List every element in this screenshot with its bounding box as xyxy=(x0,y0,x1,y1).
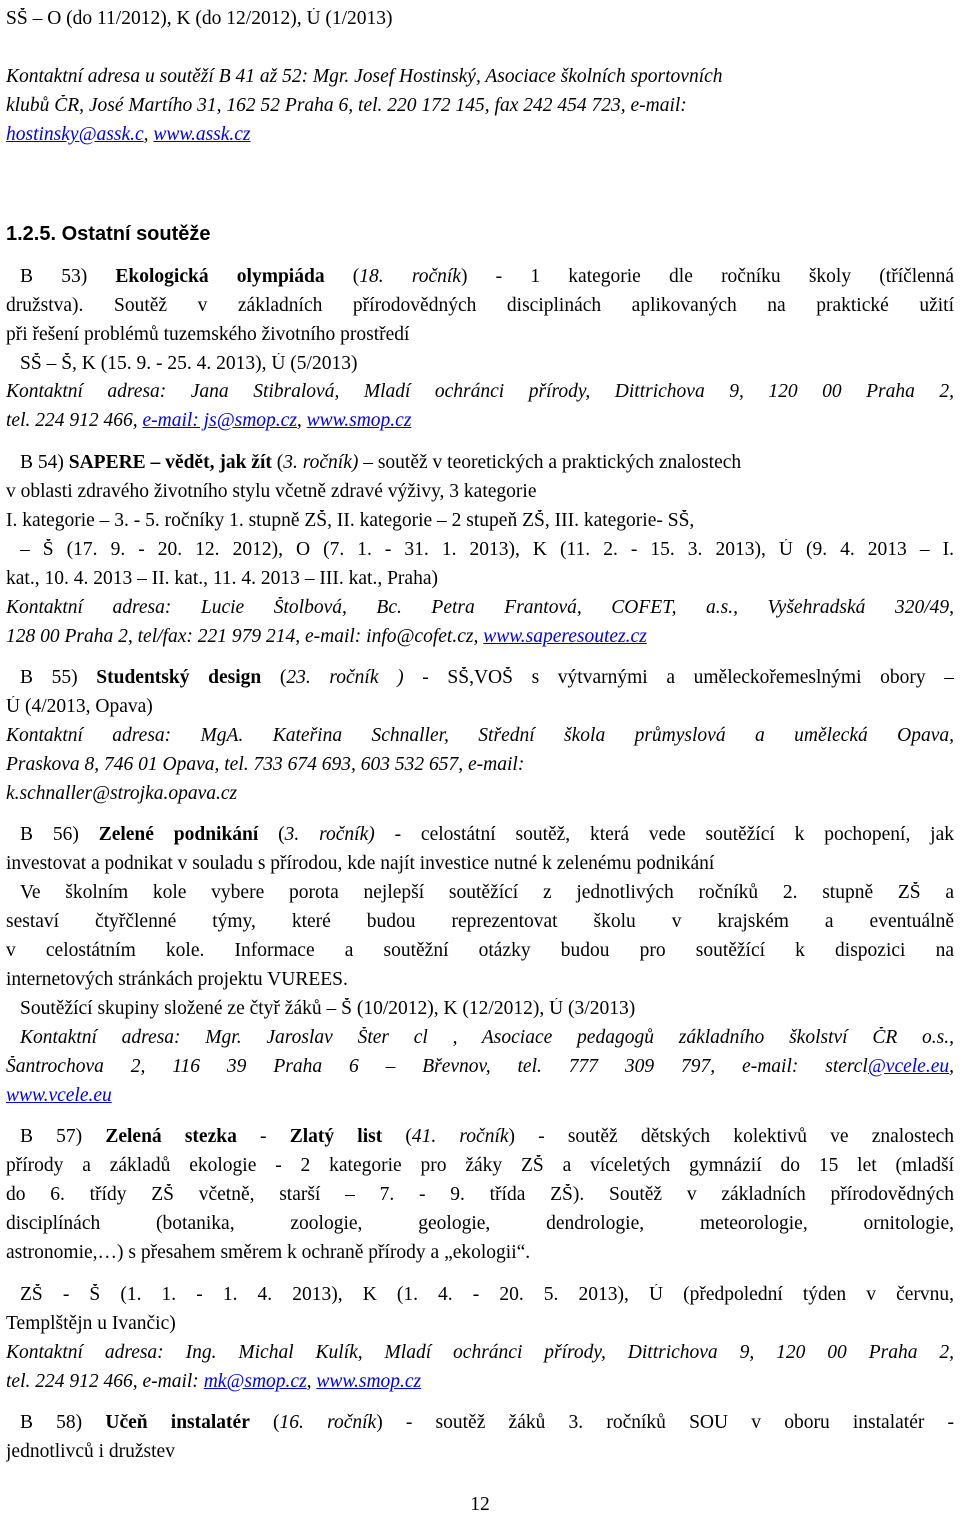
b58-rest: ) - soutěž žáků 3. ročníků SOU v oboru instalatér - xyxy=(376,1412,954,1433)
b53-web-link[interactable]: www.smop.cz xyxy=(306,410,412,431)
b53-code: B 53) xyxy=(20,266,88,287)
b57-open: ( xyxy=(382,1126,412,1147)
b54-title-line xyxy=(6,452,954,474)
b53-line2a: družstva). xyxy=(6,295,84,316)
b57-contact-line1: Kontaktní adresa: Ing. Michal Kulík, Mladí ochránci přírody, Dittrichova 9, 120 00 Praha 2, xyxy=(6,1342,954,1363)
b53-dates: SŠ – Š, K (15. 9. - 25. 4. 2013), Ú (5/2013) xyxy=(20,353,358,374)
b54-web-link[interactable]: www.saperesoutez.cz xyxy=(483,626,647,647)
b56-line4: sestaví čtyřčlenné týmy, které budou reprezentovat školu v krajském a eventuálně xyxy=(6,911,954,932)
contact-b41-52-line1: Kontaktní adresa u soutěží B 41 až 52: Mgr. Josef Hostinský, Asociace školních sportovních xyxy=(6,66,723,87)
b55-title-line xyxy=(6,667,954,689)
b56-contact-line1: Kontaktní adresa: Mgr. Jaroslav Šter cl , Asociace pedagogů základního školství ČR o.s., xyxy=(20,1027,954,1048)
section-heading xyxy=(6,223,954,245)
b55-edition: 23. ročník ) xyxy=(286,667,404,688)
separator: , xyxy=(143,124,154,145)
b55-contact-line1: Kontaktní adresa: MgA. Kateřina Schnaller, Střední škola průmyslová a umělecká Opava, xyxy=(6,725,954,746)
b56-edition: 3. ročník) xyxy=(284,824,375,845)
b56-contact-line3 xyxy=(6,1085,954,1107)
b55-line2: Ú (4/2013, Opava) xyxy=(6,696,153,717)
b58-code: B 58) xyxy=(20,1412,83,1433)
b54-edition: 3. ročník) xyxy=(283,452,359,473)
b56-line3: Ve školním kole vybere porota nejlepší soutěžící z jednotlivých ročníků 2. stupně ZŠ a xyxy=(20,882,954,903)
b57-line5: astronomie,…) s přesahem směrem k ochraně přírody a „ekologii“. xyxy=(6,1242,531,1263)
b54-rest: – soutěž v teoretických a praktických znalostech xyxy=(358,452,742,473)
b57-edition: 41. ročník xyxy=(411,1126,509,1147)
b54-line2: v oblasti zdravého životního stylu včetně zdravé výživy, 3 kategorie xyxy=(6,481,537,502)
b53-line2 xyxy=(6,295,954,317)
b56-contact-text: Šantrochova 2, 116 39 Praha 6 – Břevnov, tel. 777 309 797, e-mail: stercl xyxy=(6,1056,868,1077)
b57-dash: - xyxy=(236,1126,290,1147)
b57-name1: Zelená stezka xyxy=(105,1126,237,1147)
b57-line3: do 6. třídy ZŠ včetně, starší – 7. - 9. třída ZŠ). Soutěž v základních přírodovědných xyxy=(6,1184,954,1205)
separator: , xyxy=(296,410,307,431)
b54-line4: – Š (17. 9. - 20. 12. 2012), O (7. 1. - 31. 1. 2013), K (11. 2. - 15. 3. 2013), Ú (9. 4. 2013 – I. xyxy=(20,539,954,560)
b57-code: B 57) xyxy=(20,1126,83,1147)
b55-open: ( xyxy=(261,667,287,688)
b57-rest: ) - soutěž dětských kolektivů ve znalostech xyxy=(508,1126,954,1147)
assk-web-link[interactable]: www.assk.cz xyxy=(153,124,251,145)
b54-contact-text: 128 00 Praha 2, tel/fax: 221 979 214, e-mail: info@cofet.cz, xyxy=(6,626,484,647)
b53-name: Ekologická olympiáda xyxy=(115,266,325,287)
b57-line2: přírody a základů ekologie - 2 kategorie pro žáky ZŠ a víceletých gymnázií do 15 let (mladší xyxy=(6,1155,954,1176)
section-number: 1.2.5. xyxy=(6,223,57,245)
b58-line2: jednotlivců i družstev xyxy=(6,1441,175,1462)
b54-name: SAPERE – vědět, jak žít xyxy=(68,452,272,473)
b54-open: ( xyxy=(271,452,284,473)
b55-rest: - SŠ,VOŠ s výtvarnými a uměleckořemeslnými obory – xyxy=(403,667,954,688)
b57-title-line xyxy=(6,1126,954,1148)
b56-comma: , xyxy=(949,1056,954,1077)
b58-title-line xyxy=(6,1412,954,1434)
b56-line5: v celostátním kole. Informace a soutěžní otázky budou pro soutěžící k dispozici na xyxy=(6,940,954,961)
b56-code: B 56) xyxy=(20,824,79,845)
b57-contact-line2 xyxy=(6,1371,954,1393)
b55-code: B 55) xyxy=(20,667,78,688)
b56-line6: internetových stránkách projektu VUREES. xyxy=(6,969,348,990)
b57-line4: disciplínách (botanika, zoologie, geologie, dendrologie, meteorologie, ornitologie, xyxy=(6,1213,954,1234)
b54-contact-line1: Kontaktní adresa: Lucie Štolbová, Bc. Petra Frantová, COFET, a.s., Vyšehradská 320/49, xyxy=(6,597,954,618)
b53-contact-line1: Kontaktní adresa: Jana Stibralová, Mladí ochránci přírody, Dittrichova 9, 120 00 Praha 2, xyxy=(6,381,954,402)
b54-contact-line2 xyxy=(6,626,954,648)
b53-edition: 18. ročník xyxy=(359,266,461,287)
intro-line: SŠ – O (do 11/2012), K (do 12/2012), Ú (1/2013) xyxy=(6,8,393,29)
page-number: 12 xyxy=(470,1494,490,1515)
b58-name: Učeň instalatér xyxy=(105,1412,250,1433)
b53-line2b: Soutěž v základních přírodovědných disciplinách aplikovaných na praktické užití xyxy=(83,295,954,316)
b58-edition: 16. ročník xyxy=(279,1412,377,1433)
b55-name: Studentský design xyxy=(96,667,262,688)
assk-email-link[interactable]: hostinsky@assk.c xyxy=(6,124,144,145)
b56-open: ( xyxy=(258,824,285,845)
b56-title-line xyxy=(6,824,954,846)
b57-web-link[interactable]: www.smop.cz xyxy=(316,1371,422,1392)
b57-name2: Zlatý list xyxy=(289,1126,383,1147)
b57-email-link[interactable]: mk@smop.cz xyxy=(203,1371,307,1392)
b56-contact-line2 xyxy=(6,1056,954,1078)
b56-name: Zelené podnikání xyxy=(98,824,259,845)
b53-rest: ) - 1 kategorie dle ročníku školy (tříčlenná xyxy=(460,266,954,287)
b57-line7: Templštějn u Ivančic) xyxy=(6,1313,176,1334)
b54-line5: kat., 10. 4. 2013 – II. kat., 11. 4. 2013 – III. kat., Praha) xyxy=(6,568,438,589)
b53-contact-phone: tel. 224 912 466, xyxy=(6,410,143,431)
b58-open: ( xyxy=(249,1412,280,1433)
b55-contact-line2: Praskova 8, 746 01 Opava, tel. 733 674 693, 603 532 657, e-mail: xyxy=(6,754,525,775)
b54-line3: I. kategorie – 3. - 5. ročníky 1. stupně ZŠ, II. kategorie – 2 stupeň ZŠ, III. kategorie- SŠ, xyxy=(6,510,695,531)
contact-b41-52-line2: klubů ČR, José Martího 31, 162 52 Praha 6, tel. 220 172 145, fax 242 454 723, e-mail: xyxy=(6,95,687,116)
b53-contact-line2 xyxy=(6,410,954,432)
separator: , xyxy=(306,1371,317,1392)
b56-line7: Soutěžící skupiny složené ze čtyř žáků – Š (10/2012), K (12/2012), Ú (3/2013) xyxy=(20,998,636,1019)
b53-email-link[interactable]: e-mail: js@smop.cz xyxy=(142,410,297,431)
b57-contact-text: tel. 224 912 466, e-mail: xyxy=(6,1371,204,1392)
b53-open: ( xyxy=(324,266,360,287)
b56-rest: - celostátní soutěž, která vede soutěžící k pochopení, jak xyxy=(374,824,954,845)
b54-code: B 54) xyxy=(20,452,64,473)
contact-b41-52-line3 xyxy=(6,124,954,146)
b57-line6: ZŠ - Š (1. 1. - 1. 4. 2013), K (1. 4. - 20. 5. 2013), Ú (předpolední týden v červnu, xyxy=(20,1284,954,1305)
b53-title-line xyxy=(6,266,954,288)
b56-line2: investovat a podnikat v souladu s přírodou, kde najít investice nutné k zelenému podnikání xyxy=(6,853,715,874)
b56-email-link[interactable]: @vcele.eu xyxy=(867,1056,950,1077)
b55-contact-line3: k.schnaller@strojka.opava.cz xyxy=(6,783,238,804)
b53-line3: při řešení problémů tuzemského životního prostředí xyxy=(6,324,410,345)
section-title: Ostatní soutěže xyxy=(61,223,211,245)
b56-web-link[interactable]: www.vcele.eu xyxy=(6,1085,112,1106)
